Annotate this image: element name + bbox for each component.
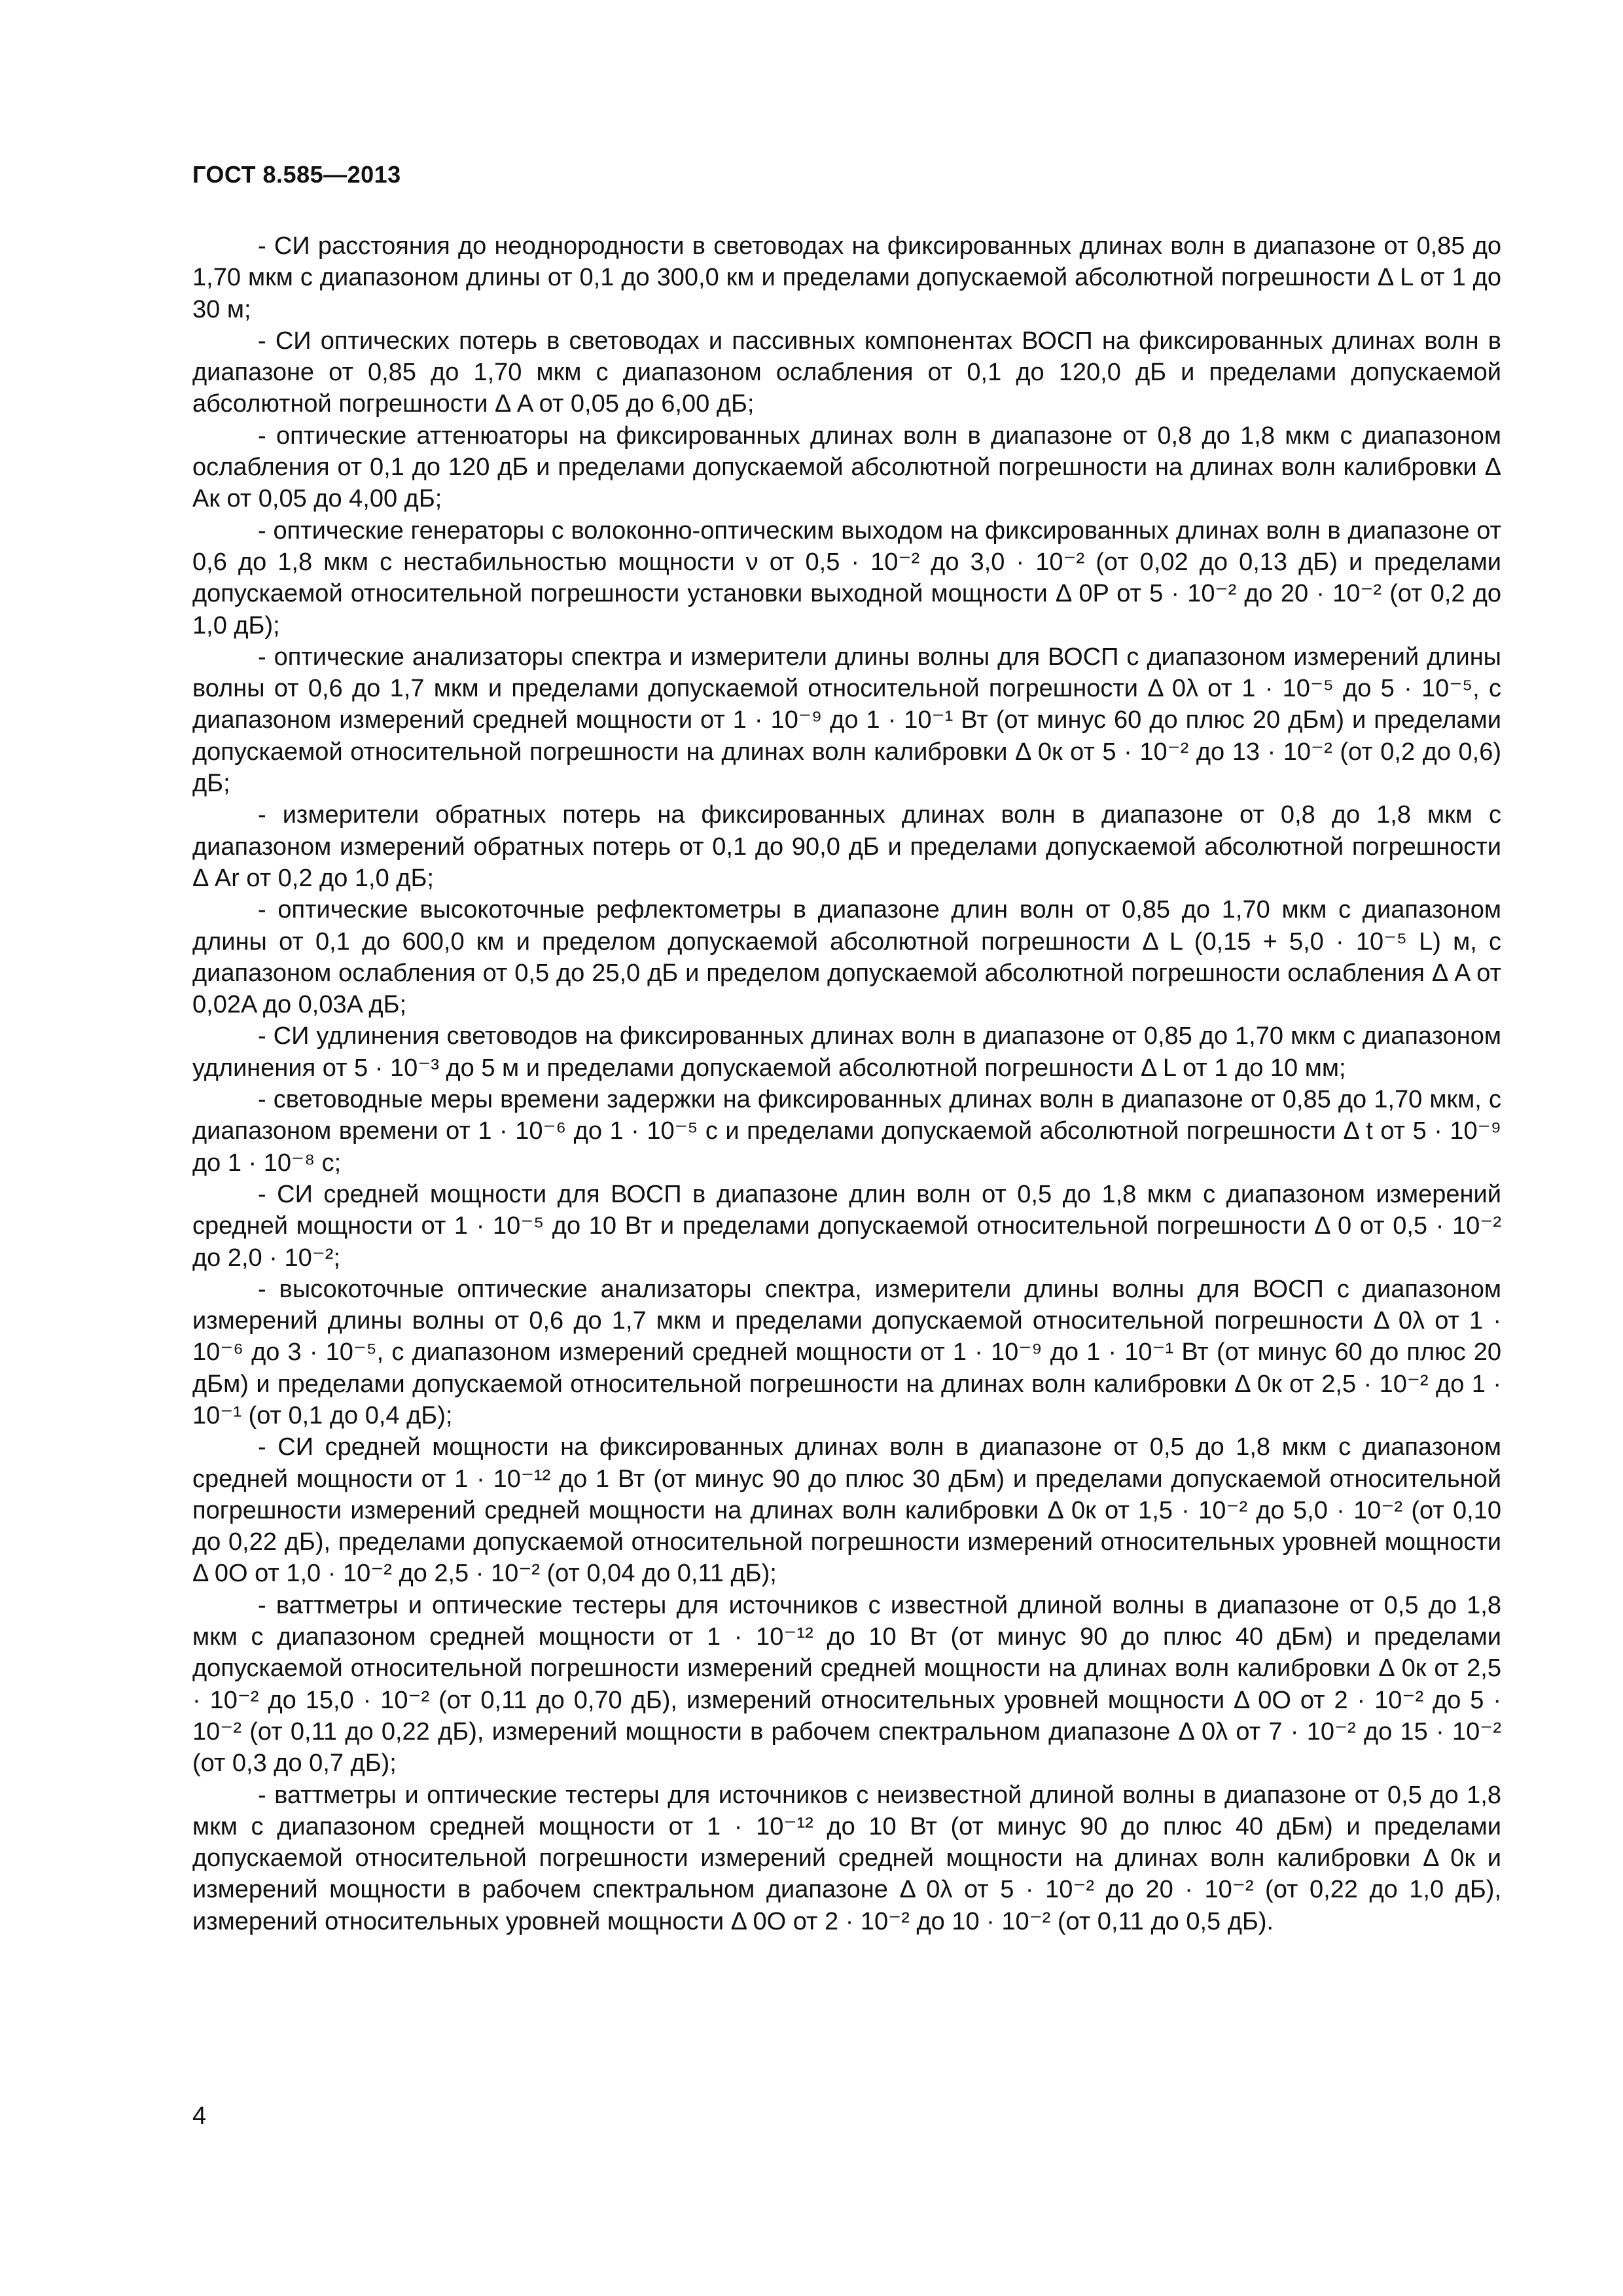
list-item: - измерители обратных потерь на фиксированных длинах волн в диапазоне от 0,8 до 1,8 мкм с диапазоном измерений обратных потерь от 0,1 до 90,0 дБ и пределами допускаемой абсолютной погрешности Δ Ar от 0,2 до 1,0 дБ; [192,801,1501,892]
list-item: - световодные меры времени задержки на фиксированных длинах волн в диапазоне от 0,85 до 1,70 мкм, с диапазоном времени от 1 · 10⁻⁶ до 1 · 10⁻⁵ с и пределами допускаемой абсолютной погрешности Δ t от 5 · 10⁻⁹ до 1 · 10⁻⁸ с; [192,1086,1501,1177]
document-body [192,230,1501,1937]
document-header: ГОСТ 8.585—2013 [192,161,401,188]
list-item: - ваттметры и оптические тестеры для источников с известной длиной волны в диапазоне от 0,5 до 1,8 мкм с диапазоном средней мощности от 1 · 10⁻¹² до 10 Вт (от минус 90 до плюс 40 дБм) и пределами допускаемой относительной погрешности измерений средней мощности на длинах волн калибровки Δ 0к от 2,5 · 10⁻² до 15,0 · 10⁻² (от 0,11 до 0,70 дБ), измерений относительных уровней мощности Δ 0O от 2 · 10⁻² до 5 · 10⁻² (от 0,11 до 0,22 дБ), измерений мощности в рабочем спектральном диапазоне Δ 0λ от 7 · 10⁻² до 15 · 10⁻² (от 0,3 до 0,7 дБ); [192,1591,1501,1778]
list-item: - СИ оптических потерь в световодах и пассивных компонентах ВОСП на фиксированных длинах волн в диапазоне от 0,85 до 1,70 мкм с диапазоном ослабления от 0,1 до 120,0 дБ и пределами допускаемой абсолютной погрешности Δ A от 0,05 до 6,00 дБ; [192,327,1501,418]
list-item: - высокоточные оптические анализаторы спектра, измерители длины волны для ВОСП с диапазоном измерений длины волны от 0,6 до 1,7 мкм и пределами допускаемой относительной погрешности Δ 0λ от 1 · 10⁻⁶ до 3 · 10⁻⁵, с диапазоном измерений средней мощности от 1 · 10⁻⁹ до 1 · 10⁻¹ Вт (от минус 60 до плюс 20 дБм) и пределами допускаемой относительной погрешности на длинах волн калибровки Δ 0к от 2,5 · 10⁻² до 1 · 10⁻¹ (от 0,1 до 0,4 дБ); [192,1275,1501,1429]
list-item: - СИ расстояния до неоднородности в световодах на фиксированных длинах волн в диапазоне от 0,85 до 1,70 мкм с диапазоном длины от 0,1 до 300,0 км и пределами допускаемой абсолютной погрешности Δ L от 1 до 30 м; [192,232,1501,323]
page-number: 4 [192,2102,207,2130]
list-item: - СИ средней мощности для ВОСП в диапазоне длин волн от 0,5 до 1,8 мкм с диапазоном измерений средней мощности от 1 · 10⁻⁵ до 10 Вт и пределами допускаемой относительной погрешности Δ 0 от 0,5 · 10⁻² до 2,0 · 10⁻²; [192,1180,1501,1272]
list-item: - оптические высокоточные рефлектометры в диапазоне длин волн от 0,85 до 1,70 мкм с диапазоном длины от 0,1 до 600,0 км и пределом допускаемой абсолютной погрешности Δ L (0,15 + 5,0 · 10⁻⁵ L) м, с диапазоном ослабления от 0,5 до 25,0 дБ и пределом допускаемой абсолютной погрешности ослабления Δ A от 0,02A до 0,03A дБ; [192,896,1501,1019]
list-item: - оптические аттенюаторы на фиксированных длинах волн в диапазоне от 0,8 до 1,8 мкм с диапазоном ослабления от 0,1 до 120 дБ и пределами допускаемой абсолютной погрешности на длинах волн калибровки Δ Aк от 0,05 до 4,00 дБ; [192,422,1501,513]
list-item: - оптические генераторы с волоконно-оптическим выходом на фиксированных длинах волн в диапазоне от 0,6 до 1,8 мкм с нестабильностью мощности ν от 0,5 · 10⁻² до 3,0 · 10⁻² (от 0,02 до 0,13 дБ) и пределами допускаемой относительной погрешности установки выходной мощности Δ 0P от 5 · 10⁻² до 20 · 10⁻² (от 0,2 до 1,0 дБ); [192,516,1501,639]
list-item: - СИ удлинения световодов на фиксированных длинах волн в диапазоне от 0,85 до 1,70 мкм с диапазоном удлинения от 5 · 10⁻³ до 5 м и пределами допускаемой абсолютной погрешности Δ L от 1 до 10 мм; [192,1022,1501,1082]
list-item: - ваттметры и оптические тестеры для источников с неизвестной длиной волны в диапазоне от 0,5 до 1,8 мкм с диапазоном средней мощности от 1 · 10⁻¹² до 10 Вт (от минус 90 до плюс 40 дБм) и пределами допускаемой относительной погрешности измерений средней мощности на длинах волн калибровки Δ 0к и измерений мощности в рабочем спектральном диапазоне Δ 0λ от 5 · 10⁻² до 20 · 10⁻² (от 0,22 до 1,0 дБ), измерений относительных уровней мощности Δ 0O от 2 · 10⁻² до 10 · 10⁻² (от 0,11 до 0,5 дБ). [192,1781,1501,1935]
list-item: - оптические анализаторы спектра и измерители длины волны для ВОСП с диапазоном измерений длины волны от 0,6 до 1,7 мкм и пределами допускаемой относительной погрешности Δ 0λ от 1 · 10⁻⁵ до 5 · 10⁻⁵, с диапазоном измерений средней мощности от 1 · 10⁻⁹ до 1 · 10⁻¹ Вт (от минус 60 до плюс 20 дБм) и пределами допускаемой относительной погрешности на длинах волн калибровки Δ 0к от 5 · 10⁻² до 13 · 10⁻² (от 0,2 до 0,6) дБ; [192,643,1501,798]
list-item: - СИ средней мощности на фиксированных длинах волн в диапазоне от 0,5 до 1,8 мкм с диапазоном средней мощности от 1 · 10⁻¹² до 1 Вт (от минус 90 до плюс 30 дБм) и пределами допускаемой относительной погрешности измерений средней мощности на длинах волн калибровки Δ 0к от 1,5 · 10⁻² до 5,0 · 10⁻² (от 0,10 до 0,22 дБ), пределами допускаемой относительной погрешности измерений относительных уровней мощности Δ 0O от 1,0 · 10⁻² до 2,5 · 10⁻² (от 0,04 до 0,11 дБ); [192,1433,1501,1588]
